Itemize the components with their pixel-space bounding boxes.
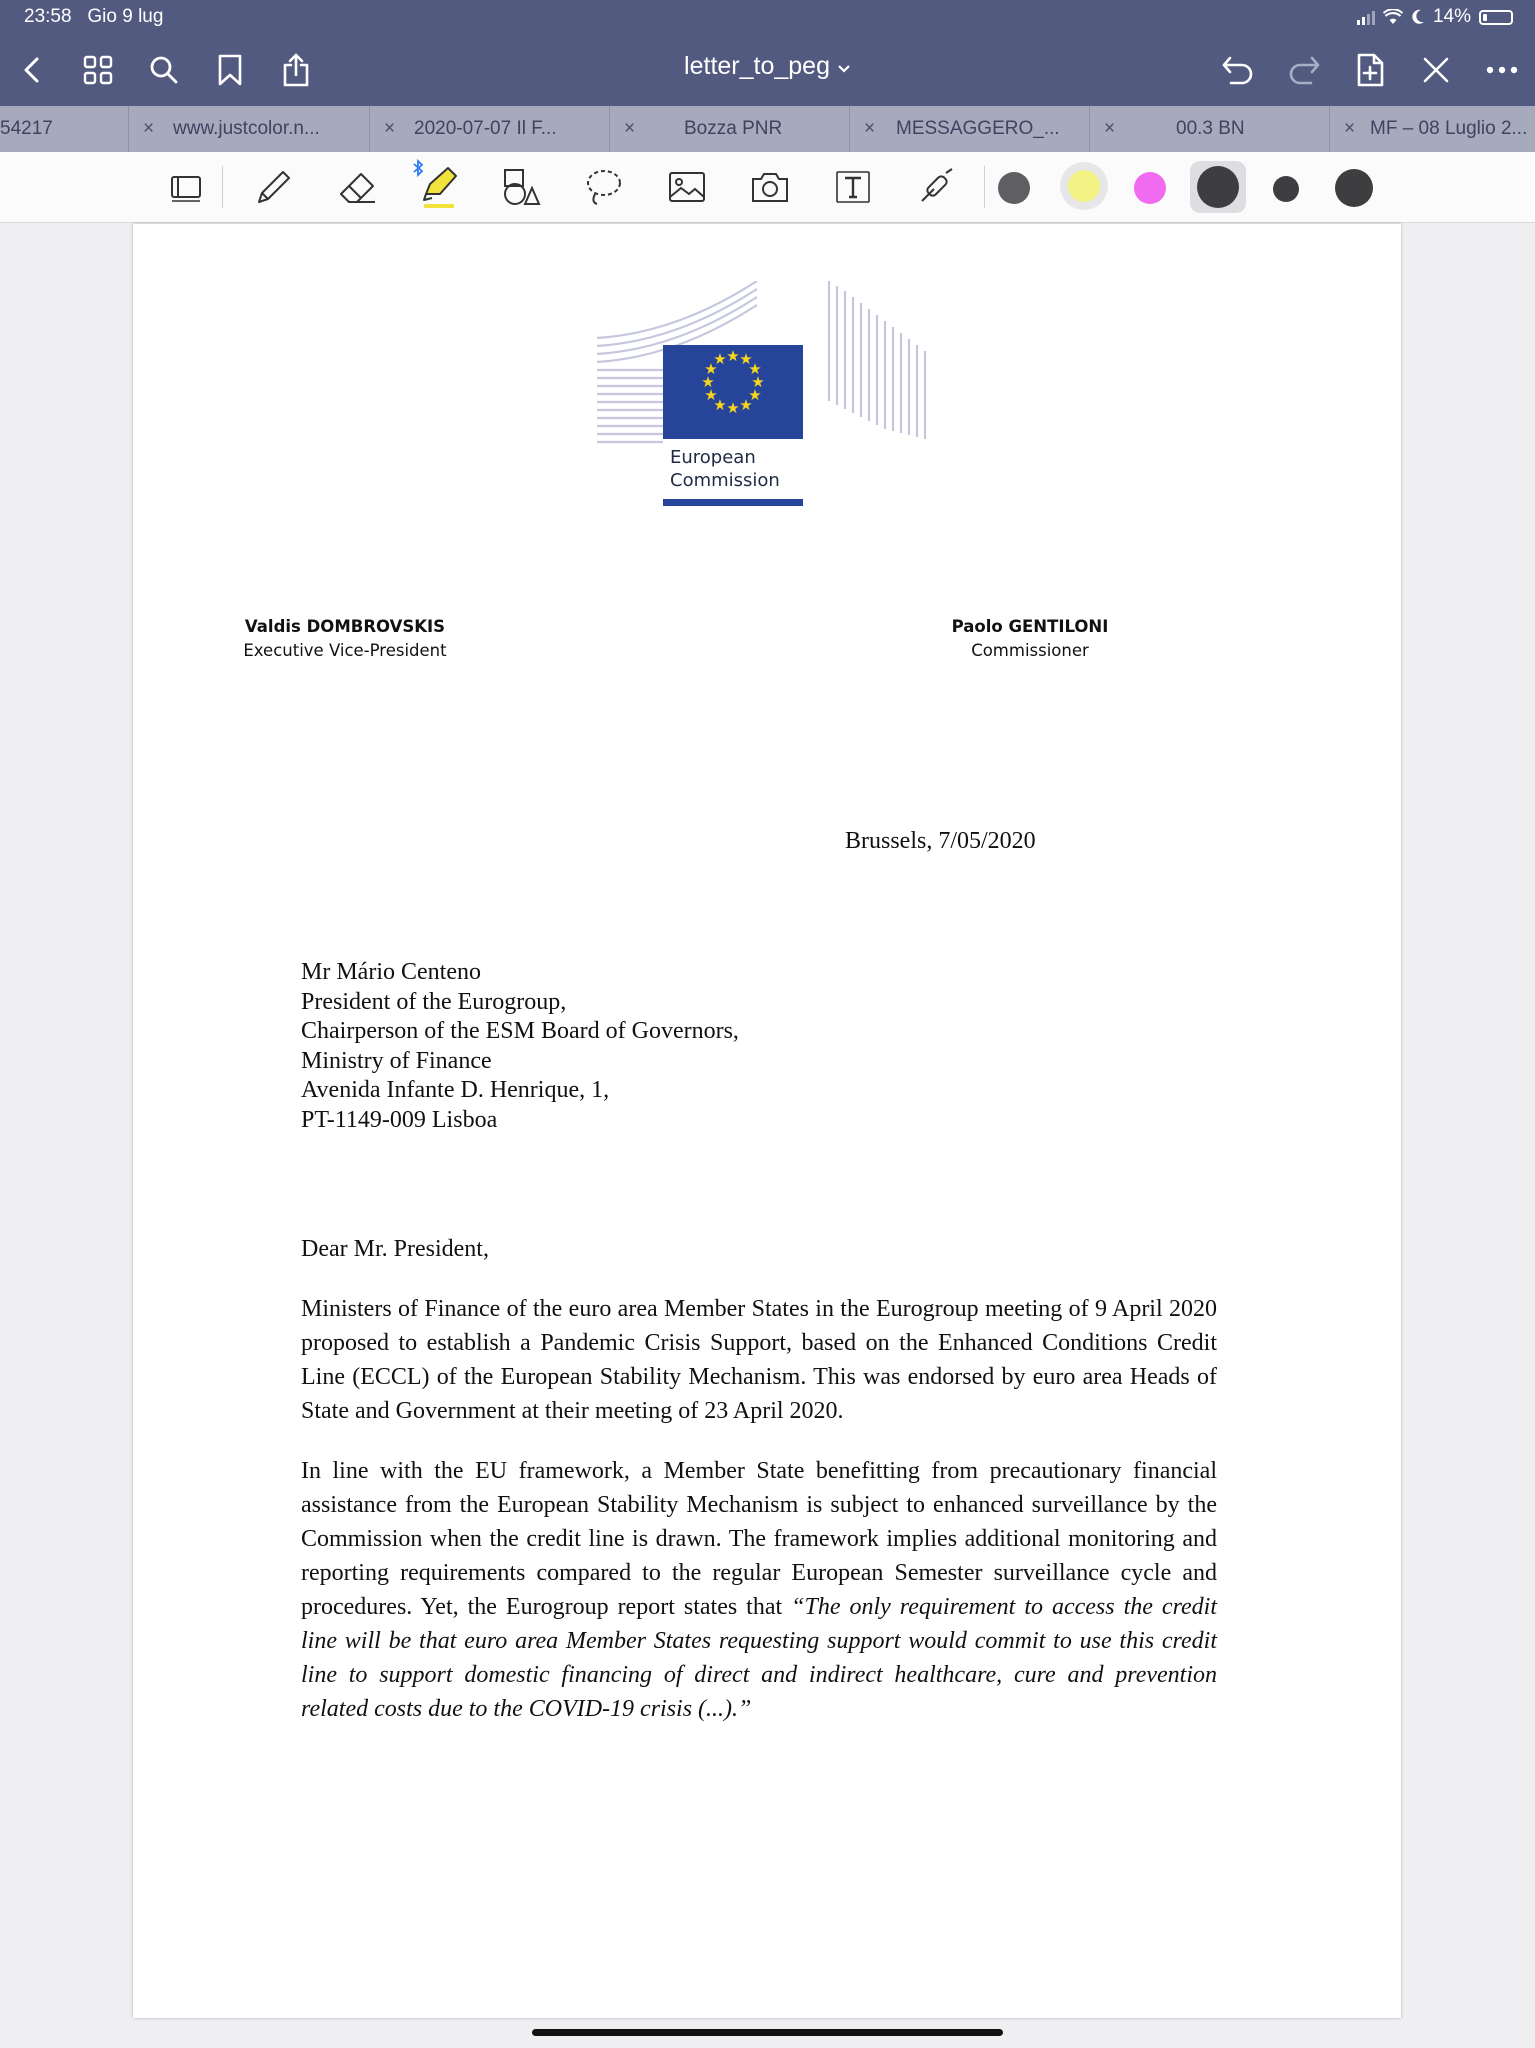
svg-text:★: ★ <box>726 347 740 365</box>
close-tab-icon[interactable]: × <box>143 118 155 139</box>
berlaymont-building-icon <box>597 281 927 461</box>
close-tab-icon[interactable]: × <box>384 118 396 139</box>
search-button[interactable] <box>142 48 186 92</box>
svg-text:★: ★ <box>739 350 753 368</box>
color-swatch-gray[interactable] <box>998 172 1030 204</box>
tab-label: MF – 08 Luglio 2... <box>1370 118 1528 139</box>
moon-icon <box>1411 9 1425 25</box>
thumbnails-button[interactable] <box>76 48 120 92</box>
add-page-icon <box>1356 53 1384 87</box>
eurogroup-quote: “The only requirement to access the credit line will be that euro area Member States requesting support would commit to use this credit line to support domestic financing of direct and indirect healthcare, cure and prevention related costs due to the COVID-19 crisis (...).” <box>301 1594 1218 1722</box>
eraser-tool[interactable] <box>333 163 381 211</box>
clock: 23:58 <box>24 6 72 27</box>
tab-3[interactable] <box>369 106 609 152</box>
tab-4[interactable] <box>609 106 849 152</box>
tab-label: 54217 <box>0 118 53 139</box>
stroke-size-medium[interactable] <box>1335 169 1373 207</box>
home-indicator[interactable] <box>532 2029 1003 2036</box>
pen-icon <box>253 166 295 208</box>
annotation-toolbar <box>0 152 1535 223</box>
body-paragraph-1: Ministers of Finance of the euro area Member States in the Eurogroup meeting of 9 April 2020 proposed to establish a Pandemic Crisis Support, based on the Enhanced Conditions Credit Line (ECCL) of the European Stability Mechanism. This was endorsed by euro area Heads of State and Government at their meeting of 23 April 2020. <box>301 1296 1217 1424</box>
tab-6[interactable] <box>1089 106 1329 152</box>
svg-text:★: ★ <box>748 386 762 404</box>
tab-1[interactable] <box>0 106 128 152</box>
tab-7[interactable] <box>1329 106 1535 152</box>
logo-text-line1: European <box>670 447 756 468</box>
close-tab-icon[interactable]: × <box>1344 118 1356 139</box>
logo-underline <box>663 499 803 506</box>
laser-pointer-tool[interactable] <box>912 163 960 211</box>
address-line: Avenida Infante D. Henrique, 1, <box>301 1077 610 1103</box>
svg-text:★: ★ <box>701 373 715 391</box>
tab-2[interactable] <box>128 106 369 152</box>
european-commission-logo <box>597 281 927 511</box>
eraser-icon <box>335 166 379 208</box>
address-line: Mr Mário Centeno <box>301 959 481 985</box>
letter-date: Brussels, 7/05/2020 <box>845 828 1036 854</box>
address-line: President of the Eurogroup, <box>301 988 567 1015</box>
laser-pointer-icon <box>916 167 956 207</box>
text-icon <box>833 168 873 206</box>
address-line: Ministry of Finance <box>301 1047 492 1074</box>
tab-label: Bozza PNR <box>684 118 783 139</box>
svg-text:★: ★ <box>748 360 762 378</box>
recipient-address <box>301 958 739 1135</box>
status-time <box>24 6 163 28</box>
image-icon <box>667 170 707 204</box>
top-bar <box>0 0 1535 106</box>
close-tab-icon[interactable]: × <box>624 118 636 139</box>
camera-tool[interactable] <box>746 163 794 211</box>
chevron-down-icon <box>837 64 851 74</box>
highlighter-icon <box>418 164 462 210</box>
pen-tool[interactable] <box>250 163 298 211</box>
color-swatch-pink[interactable] <box>1134 172 1166 204</box>
svg-text:★: ★ <box>726 399 740 417</box>
back-button[interactable] <box>10 48 54 92</box>
pen-off-icon <box>1421 55 1451 85</box>
tab-label: 00.3 BN <box>1176 118 1245 139</box>
close-tab-icon[interactable]: × <box>864 118 876 139</box>
signatory-name-right: Paolo GENTILONI <box>951 617 1109 636</box>
redo-button[interactable] <box>1282 48 1326 92</box>
address-line: PT-1149-009 Lisboa <box>301 1106 498 1133</box>
bookmark-button[interactable] <box>208 48 252 92</box>
tab-bar <box>0 106 1535 152</box>
undo-button[interactable] <box>1216 48 1260 92</box>
highlighter-tool[interactable] <box>416 163 464 211</box>
logo-text-line2: Commission <box>670 470 780 491</box>
add-page-button[interactable] <box>1348 48 1392 92</box>
close-edit-button[interactable] <box>1414 48 1458 92</box>
lasso-icon <box>583 166 625 208</box>
svg-text:★: ★ <box>739 396 753 414</box>
page-view-button[interactable] <box>162 163 210 211</box>
wifi-icon <box>1383 9 1403 25</box>
tab-label: 2020-07-07 Il F... <box>414 118 557 139</box>
chevron-left-icon <box>20 56 44 84</box>
color-swatch-yellow-selected[interactable] <box>1060 162 1108 210</box>
svg-text:★: ★ <box>704 360 718 378</box>
svg-text:★: ★ <box>704 386 718 404</box>
color-swatch-yellow <box>1068 170 1100 202</box>
svg-text:★: ★ <box>713 396 727 414</box>
stroke-size-small[interactable] <box>1273 176 1299 202</box>
tab-5[interactable] <box>849 106 1089 152</box>
svg-text:★: ★ <box>751 373 765 391</box>
signatory-title-right: Commissioner <box>971 641 1089 660</box>
paragraph-2-text: In line with the EU framework, a Member State benefitting from precautionary financial assistance from the European Stability Mechanism is subject to enhanced surveillance by the Commission when the credit line is drawn. The framework implies additional monitoring and reporting requirements compared to the regular European Semester surveillance cycle and procedures. Yet, the Eurogroup report states that <box>301 1458 1217 1620</box>
shapes-icon <box>499 166 543 208</box>
share-icon <box>281 53 311 87</box>
cellular-signal-icon <box>1357 9 1375 25</box>
text-tool[interactable] <box>829 163 877 211</box>
svg-text:★: ★ <box>713 350 727 368</box>
more-icon <box>1486 66 1518 74</box>
redo-icon <box>1287 55 1321 85</box>
undo-icon <box>1221 55 1255 85</box>
status-date: Gio 9 lug <box>87 6 164 27</box>
shapes-tool[interactable] <box>497 163 545 211</box>
bluetooth-icon <box>412 159 424 177</box>
salutation: Dear Mr. President, <box>301 1236 489 1262</box>
stroke-size-large <box>1197 166 1239 208</box>
search-icon <box>149 55 179 85</box>
lasso-tool[interactable] <box>580 163 628 211</box>
tab-label: www.justcolor.n... <box>173 118 320 139</box>
more-button[interactable] <box>1480 48 1524 92</box>
document-page[interactable] <box>133 224 1401 2018</box>
battery-icon <box>1479 10 1513 25</box>
address-line: Chairperson of the ESM Board of Governors, <box>301 1018 739 1044</box>
page-view-icon <box>168 171 204 203</box>
bookmark-icon <box>217 54 243 86</box>
document-title: letter_to_peg <box>684 52 830 80</box>
signatory-title-left: Executive Vice-President <box>243 641 447 660</box>
camera-icon <box>750 170 790 204</box>
document-title-menu[interactable] <box>684 52 851 80</box>
status-indicators <box>1357 6 1513 28</box>
stroke-size-large-selected[interactable] <box>1190 161 1246 213</box>
signatory-name-left: Valdis DOMBROVSKIS <box>244 617 446 636</box>
share-button[interactable] <box>274 48 318 92</box>
close-tab-icon[interactable]: × <box>1104 118 1116 139</box>
grid-icon <box>83 55 113 85</box>
image-tool[interactable] <box>663 163 711 211</box>
battery-percent: 14% <box>1432 6 1471 27</box>
body-paragraph-2 <box>301 1454 1217 1726</box>
tab-label: MESSAGGERO_... <box>896 118 1060 139</box>
